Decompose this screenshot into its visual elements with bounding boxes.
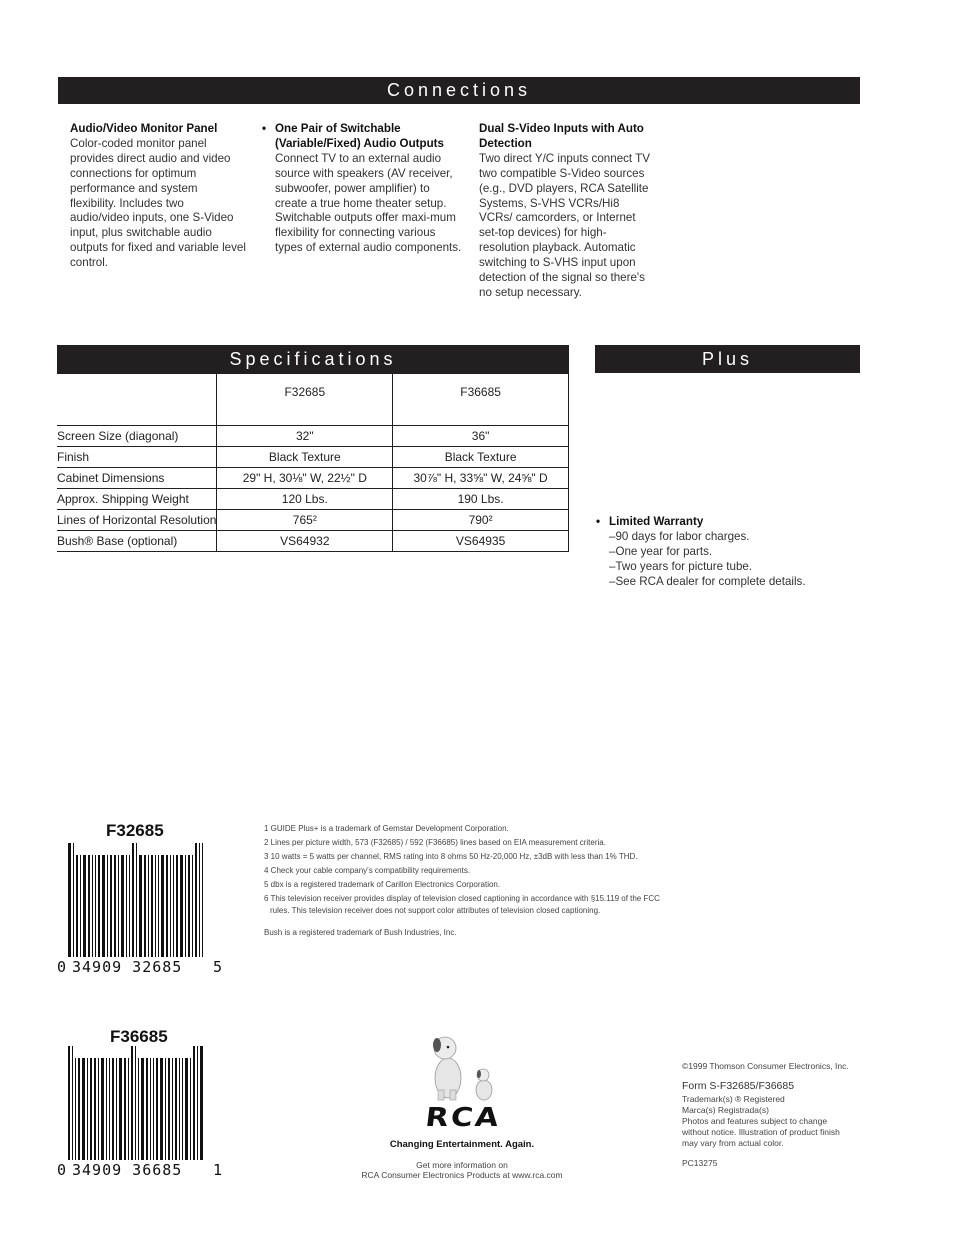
svideo-heading: Dual S-Video Inputs with Auto Detection xyxy=(479,122,644,150)
barcode-bar xyxy=(180,855,183,957)
barcode-digits-right: 1 xyxy=(213,1161,224,1179)
barcode-bar xyxy=(158,855,159,957)
barcode-bar xyxy=(101,1058,104,1160)
footnote: 6 This television receiver provides display of television closed captioning in accordance with §15.119 of the FCC xyxy=(264,894,660,903)
audio-outputs-body: Connect TV to an external audio source with speakers (AV receiver, subwoofer, power amplifier) to create a true home theater setup. Switchable outputs offer maxi-mum flexibility for connecting various types of external audio components. xyxy=(275,151,462,255)
barcode-bar xyxy=(68,843,71,957)
barcode-bar xyxy=(98,1058,99,1160)
spec-value: 30⅞" H, 33⅝" W, 24⅝" D xyxy=(393,468,569,489)
barcode-bar xyxy=(146,1058,148,1160)
more-info-line: RCA Consumer Electronics Products at www.rca.com xyxy=(361,1170,563,1180)
table-row xyxy=(57,426,569,447)
connections-column-audio-outputs xyxy=(262,122,464,256)
model-column-header: F36685 xyxy=(393,374,569,426)
barcode-bar xyxy=(112,1058,114,1160)
barcode-bar xyxy=(129,855,130,957)
barcode-bar xyxy=(116,1058,117,1160)
barcode-bar xyxy=(166,855,168,957)
legal-notes xyxy=(682,1094,872,1149)
barcode-bar xyxy=(109,1058,110,1160)
spec-value: 120 Lbs. xyxy=(217,489,393,510)
warranty-heading: Limited Warranty xyxy=(609,515,704,529)
barcode-bar xyxy=(161,855,164,957)
footnote: 3 10 watts = 5 watts per channel, RMS rating into 8 ohms 50 Hz-20,000 Hz, ±3dB with less than 1% THD. xyxy=(264,852,638,861)
barcode-bar xyxy=(176,855,178,957)
plus-title: Plus xyxy=(701,349,753,369)
barcode-bar xyxy=(106,1058,107,1160)
copyright: ©1999 Thomson Consumer Electronics, Inc. xyxy=(682,1061,849,1071)
more-info-line: Get more information on xyxy=(416,1160,508,1170)
spec-value: VS64932 xyxy=(217,531,393,552)
barcode-bar xyxy=(197,1046,198,1160)
legal-line: Photos and features subject to change xyxy=(682,1116,828,1126)
barcode-bar xyxy=(192,855,193,957)
barcode-digits: 34909 32685 xyxy=(72,958,183,976)
barcode-bar xyxy=(200,1046,203,1160)
barcode-bar xyxy=(72,1046,73,1160)
spec-label: Finish xyxy=(57,447,217,468)
bush-trademark-note: Bush is a registered trademark of Bush Industries, Inc. xyxy=(264,928,457,937)
barcode-bar xyxy=(114,855,116,957)
barcode-bar xyxy=(68,1046,70,1160)
barcode-bar xyxy=(193,1046,195,1160)
spec-value: 32" xyxy=(217,426,393,447)
spec-value: Black Texture xyxy=(393,447,569,468)
barcode-bar xyxy=(94,1058,96,1160)
barcode-bar xyxy=(175,1058,177,1160)
barcode-bar xyxy=(188,855,190,957)
audio-outputs-heading: One Pair of Switchable (Variable/Fixed) Audio Outputs xyxy=(275,122,444,150)
footnote: 1 GUIDE Plus+ is a trademark of Gemstar Development Corporation. xyxy=(264,824,509,833)
barcode-bar xyxy=(195,843,197,957)
av-panel-body: Color-coded monitor panel provides direct audio and video connections for optimum performance and system flexibility. Includes two audio/video inputs, one S-Video input, plus switchable audio outputs for fixed and variable level control. xyxy=(70,136,246,270)
barcode-bar xyxy=(80,855,81,957)
barcode-bar xyxy=(87,1058,88,1160)
footnote: rules. This television receiver does not support color attributes of television closed captioning. xyxy=(270,906,601,915)
spec-value: 29" H, 30⅛" W, 22½" D xyxy=(217,468,393,489)
brand-tagline: Changing Entertainment. Again. xyxy=(389,1139,535,1150)
barcode-bar xyxy=(148,855,149,957)
barcode-digits-left: 0 xyxy=(57,1161,68,1179)
barcode-model-label: F32685 xyxy=(106,821,164,840)
barcode-model-label: F36685 xyxy=(110,1027,168,1046)
barcode-bar xyxy=(110,855,112,957)
barcode-bar xyxy=(151,855,153,957)
spec-label: Cabinet Dimensions xyxy=(57,468,217,489)
barcode-bar xyxy=(156,1058,158,1160)
warranty-item: –One year for parts. xyxy=(609,544,713,558)
barcode-bar xyxy=(173,855,174,957)
barcode-bar xyxy=(135,1046,136,1160)
connections-header xyxy=(58,77,860,104)
table-corner xyxy=(57,374,217,426)
footnote: 5 dbx is a registered trademark of Carillon Electronics Corporation. xyxy=(264,880,501,889)
specifications-title: Specifications xyxy=(229,349,397,369)
spec-value: 790² xyxy=(393,510,569,531)
legal-line: may vary from actual color. xyxy=(682,1138,784,1148)
spec-value: Black Texture xyxy=(217,447,393,468)
model-column-header: F32685 xyxy=(217,374,393,426)
barcode-bar xyxy=(170,855,171,957)
barcode-digits-left: 0 xyxy=(57,958,68,976)
barcode-bar xyxy=(95,855,96,957)
barcode-bar xyxy=(78,1058,80,1160)
form-number: Form S-F32685/F36685 xyxy=(682,1080,795,1092)
barcode-bar xyxy=(102,855,105,957)
table-row xyxy=(57,489,569,510)
spec-value: 765² xyxy=(217,510,393,531)
spec-label: Bush® Base (optional) xyxy=(57,531,217,552)
warranty-item: –Two years for picture tube. xyxy=(609,559,753,573)
barcode-bar xyxy=(155,855,156,957)
connections-title: Connections xyxy=(386,80,532,100)
footnote: 2 Lines per picture width, 573 (F32685) / 592 (F36685) lines based on EIA measurement criteria. xyxy=(264,838,606,847)
barcode-bar xyxy=(132,843,134,957)
barcode-bar xyxy=(92,855,93,957)
barcode-bar xyxy=(139,855,142,957)
specifications-table xyxy=(57,373,569,552)
barcode-bar xyxy=(168,1058,170,1160)
barcode-bar xyxy=(88,855,90,957)
barcode-1 xyxy=(68,855,218,957)
warranty-item: –See RCA dealer for complete details. xyxy=(609,574,806,588)
av-panel-heading: Audio/Video Monitor Panel xyxy=(70,122,218,135)
spec-label: Lines of Horizontal Resolution xyxy=(57,510,217,531)
legal-line: without notice. Illustration of product finish xyxy=(682,1127,840,1137)
table-row xyxy=(57,447,569,468)
barcode-bar xyxy=(124,1058,126,1160)
barcode-bar xyxy=(98,855,100,957)
spec-label: Approx. Shipping Weight xyxy=(57,489,217,510)
svideo-body: Two direct Y/C inputs connect TV two compatible S-Video sources (e.g., DVD players, RCA Satellite Systems, S-VHS VCRs/Hi8 VCRs/ camcorders, or Internet set-top devices) for high-resolution playback. Automatic switching to S-VHS input upon detection of the signal so there's no setup necessary. xyxy=(479,151,650,299)
table-row xyxy=(57,510,569,531)
spec-label: Screen Size (diagonal) xyxy=(57,426,217,447)
barcode-bar xyxy=(153,1058,154,1160)
barcode-bar xyxy=(150,1058,151,1160)
warranty-item: –90 days for labor charges. xyxy=(609,530,750,544)
barcode-bar xyxy=(202,843,203,957)
barcode-bar xyxy=(118,855,119,957)
barcode-bar xyxy=(185,855,186,957)
barcode-bar xyxy=(75,1058,76,1160)
nipper-dog-illustration xyxy=(428,1030,500,1102)
connections-column-svideo xyxy=(479,122,655,301)
spec-value: 36" xyxy=(393,426,569,447)
barcode-digits: 34909 36685 xyxy=(72,1161,183,1179)
table-row xyxy=(57,468,569,489)
barcode-bar xyxy=(172,1058,173,1160)
barcode-bar xyxy=(107,855,108,957)
barcode-digits-right: 5 xyxy=(213,958,224,976)
barcode-bar xyxy=(76,855,78,957)
barcode-bar xyxy=(73,843,74,957)
barcode-bar xyxy=(83,855,86,957)
barcode-bar xyxy=(90,1058,92,1160)
spec-value: VS64935 xyxy=(393,531,569,552)
barcode-bar xyxy=(121,855,124,957)
specifications-header xyxy=(57,345,569,373)
connections-column-av-panel xyxy=(70,122,246,271)
barcode-2 xyxy=(68,1058,218,1160)
table-header-row xyxy=(57,374,569,426)
table-row xyxy=(57,531,569,552)
barcode-bar xyxy=(179,1058,180,1160)
footnotes xyxy=(264,822,724,915)
barcode-bar xyxy=(144,855,146,957)
legal-line: Marca(s) Registrada(s) xyxy=(682,1105,769,1115)
barcode-bar xyxy=(160,1058,163,1160)
barcode-bar xyxy=(182,1058,183,1160)
barcode-bar xyxy=(185,1058,188,1160)
barcode-bar xyxy=(128,1058,129,1160)
legal-line: Trademark(s) ® Registered xyxy=(682,1094,785,1104)
publication-code: PC13275 xyxy=(682,1158,718,1168)
barcode-bar xyxy=(131,1046,133,1160)
barcode-bar xyxy=(199,843,200,957)
barcode-bar xyxy=(126,855,127,957)
footnote: 4 Check your cable company's compatibility requirements. xyxy=(264,866,471,875)
plus-warranty xyxy=(596,515,869,590)
barcode-bar xyxy=(138,1058,139,1160)
spec-value: 190 Lbs. xyxy=(393,489,569,510)
barcode-bar xyxy=(136,843,137,957)
rca-logo: RCA xyxy=(423,1103,503,1133)
plus-header xyxy=(595,345,860,373)
barcode-bar xyxy=(82,1058,85,1160)
barcode-bar xyxy=(119,1058,122,1160)
barcode-bar xyxy=(165,1058,166,1160)
barcode-bar xyxy=(141,1058,144,1160)
barcode-bar xyxy=(190,1058,191,1160)
